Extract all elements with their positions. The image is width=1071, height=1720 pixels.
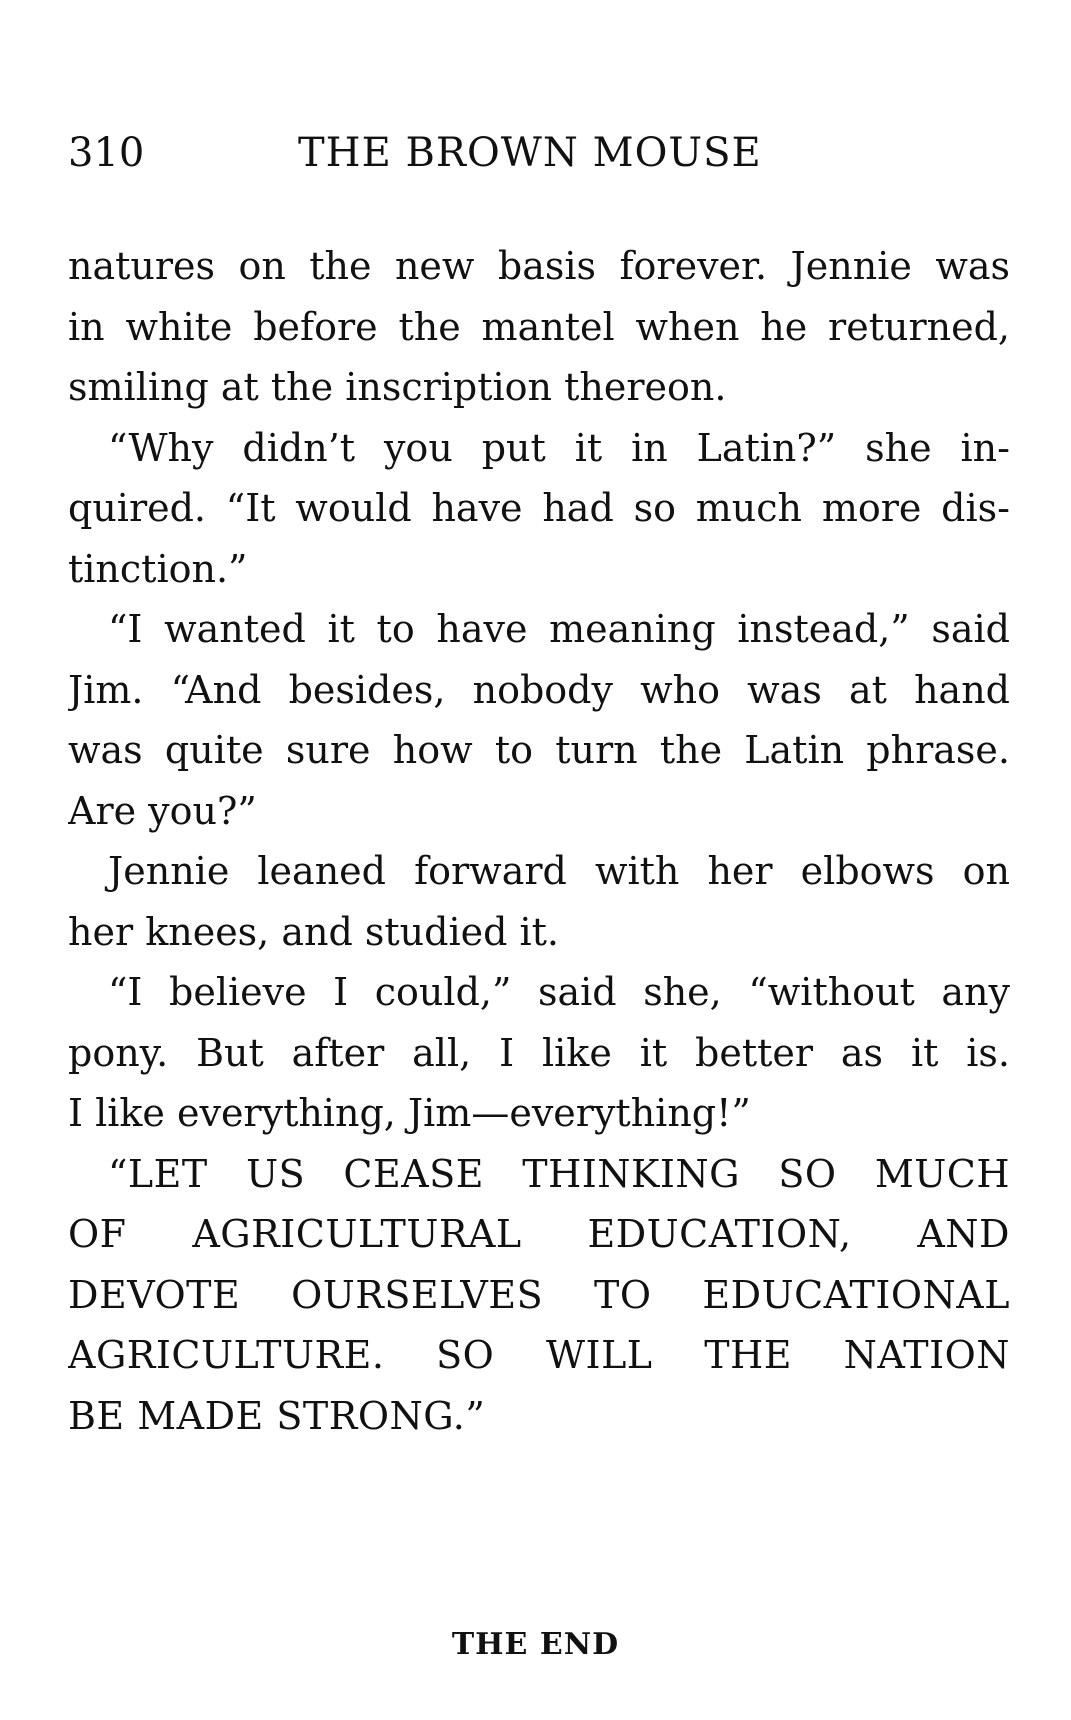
text-line: Jennie leaned forward with her elbows on bbox=[108, 849, 1010, 893]
body-text bbox=[68, 236, 1010, 1446]
text-line: smiling at the inscription thereon. bbox=[68, 365, 727, 409]
text-line: quired. “It would have had so much more dis- bbox=[68, 486, 1010, 530]
text-line: tinction.” bbox=[68, 546, 248, 591]
text-line: “LET US CEASE THINKING SO MUCH bbox=[108, 1151, 1010, 1196]
text-line: in white before the mantel when he returned, bbox=[68, 304, 1010, 349]
text-line: was quite sure how to turn the Latin phrase. bbox=[68, 728, 1010, 772]
the-end-label: THE END bbox=[451, 1627, 620, 1662]
text-line: OF AGRICULTURAL EDUCATION, AND bbox=[68, 1212, 1010, 1256]
text-line: “Why didn’t you put it in Latin?” she in- bbox=[108, 425, 1010, 470]
text-line: Jim. “And besides, nobody who was at hand bbox=[68, 667, 1010, 712]
text-line: pony. But after all, I like it better as it is. bbox=[68, 1030, 1010, 1075]
text-line: BE MADE STRONG.” bbox=[68, 1393, 486, 1438]
text-line: Are you?” bbox=[68, 788, 257, 833]
text-line: “I believe I could,” said she, “without any bbox=[108, 970, 1010, 1014]
text-line: AGRICULTURE. SO WILL THE NATION bbox=[68, 1333, 1010, 1377]
book-title: THE BROWN MOUSE bbox=[298, 130, 762, 176]
text-line: “I wanted it to have meaning instead,” said bbox=[108, 607, 1010, 651]
text-line: I like everything, Jim—everything!” bbox=[68, 1091, 751, 1135]
text-line: DEVOTE OURSELVES TO EDUCATIONAL bbox=[68, 1272, 1010, 1317]
running-head bbox=[68, 128, 1028, 178]
text-line: natures on the new basis forever. Jennie was bbox=[68, 244, 1010, 288]
page-number: 310 bbox=[68, 130, 145, 176]
text-line: her knees, and studied it. bbox=[68, 909, 559, 954]
